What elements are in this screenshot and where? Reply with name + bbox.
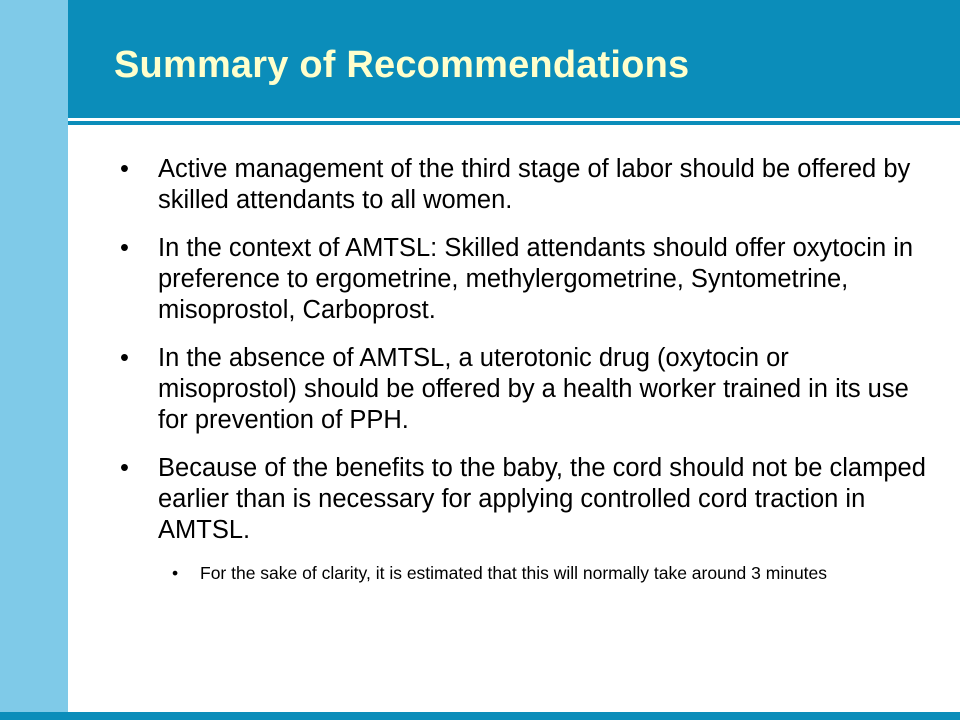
bullet-text: Because of the benefits to the baby, the cord should not be clamped earlier than is necessary for applying controlled cord traction in AMTSL.: [158, 454, 926, 544]
header-divider: [68, 121, 960, 125]
bullet-item-1: [118, 154, 928, 216]
sub-bullet-item-1: [172, 563, 928, 583]
bullet-text: Active management of the third stage of labor should be offered by skilled attendants to all women.: [158, 155, 911, 214]
bullet-dot: •: [120, 454, 129, 482]
bottom-divider: [0, 712, 960, 720]
bullet-item-4: [118, 453, 928, 546]
bullet-item-3: [118, 343, 928, 436]
bullet-text: In the absence of AMTSL, a uterotonic drug (oxytocin or misoprostol) should be offered by a health worker trained in its use for prevention of PPH.: [158, 344, 909, 434]
bullet-dot: •: [120, 234, 129, 262]
slide-body: [118, 154, 928, 583]
sub-bullet-text: For the sake of clarity, it is estimated that this will normally take around 3 minutes: [200, 563, 828, 583]
left-accent-bar: [0, 0, 68, 720]
slide-title: Summary of Recommendations: [114, 44, 690, 86]
bullet-text: In the context of AMTSL: Skilled attendants should offer oxytocin in preference to ergometrine, methylergometrine, Syntometrine, misoprostol, Carboprost.: [158, 234, 914, 324]
bullet-dot: •: [120, 344, 129, 372]
bullet-dot: •: [120, 155, 129, 183]
bullet-item-2: [118, 233, 928, 326]
sub-bullet-dot: •: [172, 563, 179, 583]
